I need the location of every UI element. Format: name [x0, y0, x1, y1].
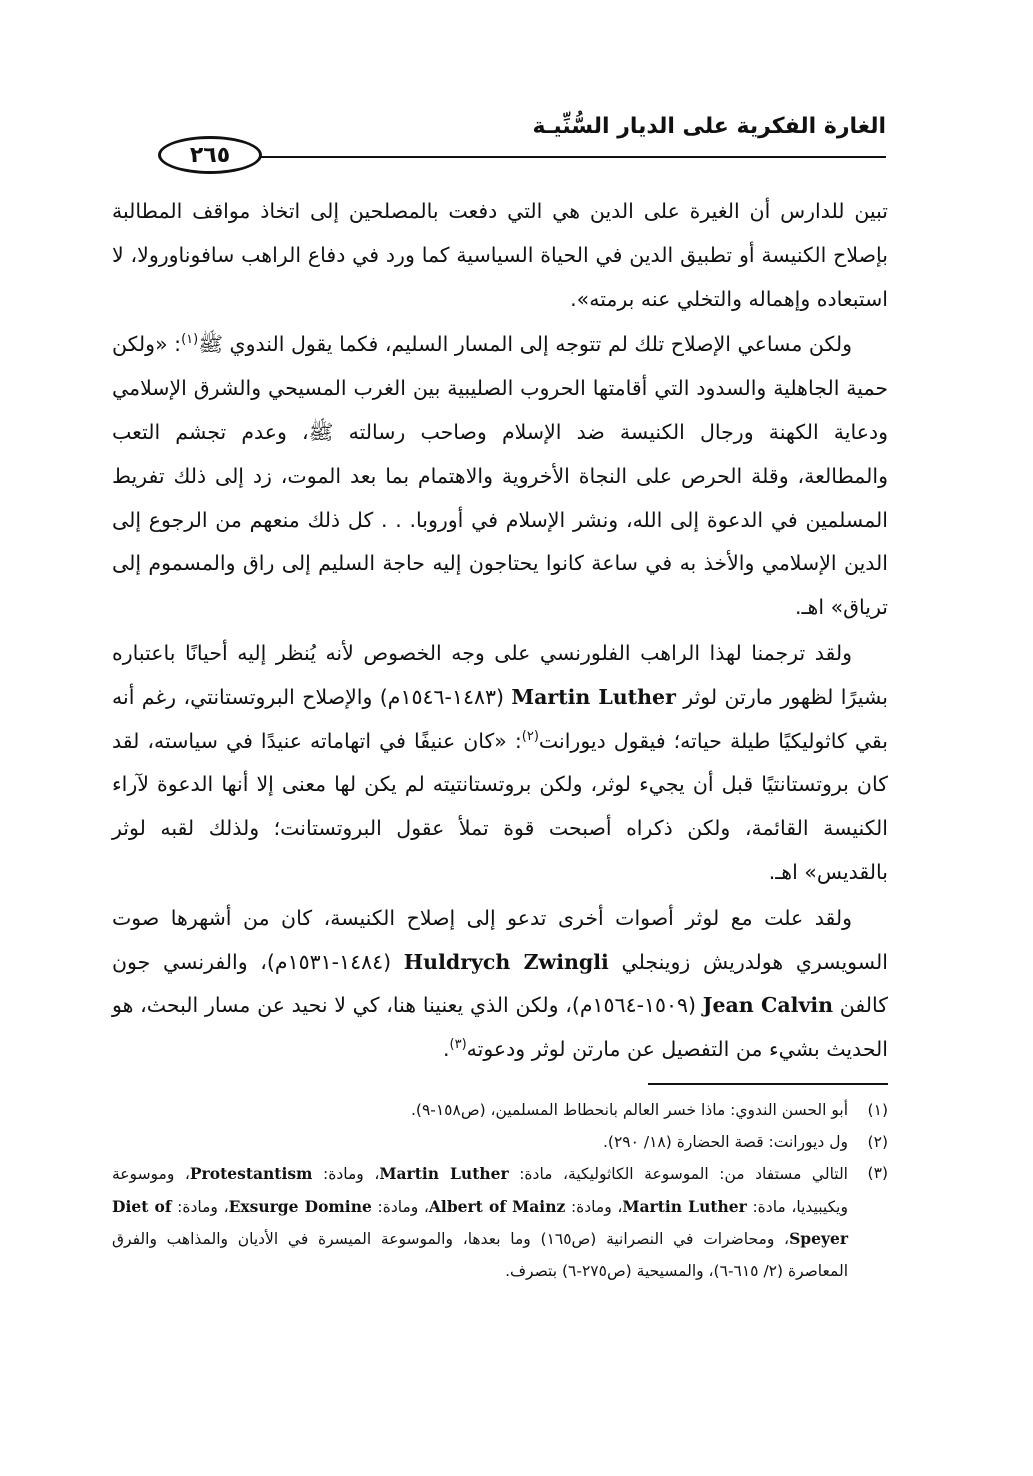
footnote-marker[interactable]: (٣): [449, 1037, 467, 1053]
footnote-marker[interactable]: (١): [181, 332, 199, 348]
footnote-text: ، ومحاضرات في النصرانية (ص١٦٥) وما بعدها، والموسوعة الميسرة في الأديان والمذاهب والفرق المعاصرة (٢/ ٦١٥-٦)، والمسيحية (ص٢٧٥-٦) بتصرف.: [112, 1230, 848, 1280]
paragraph-text: : «ولكن حمية الجاهلية والسدود التي أقامتها الحروب الصليبية بين الغرب المسيحي والشرق الإسلامي ودعاية الكهنة ورجال الكنيسة ضد الإسلام وصاحب رسالته ﷺ، وعدم تجشم التعب والمطالعة، وقلة الحرص على النجاة الأخروية والاهتمام بما بعد الموت، زد إلى ذلك تفريط المسلمين في الدعوة إلى الله، ونشر الإسلام في أوروبا. . . كل ذلك منعهم من الرجوع إلى الدين الإسلامي والأخذ به في ساعة كانوا يحتاجون إليه حاجة السليم إلى راق والمسموم إلى ترياق» اهـ.: [112, 332, 888, 620]
page-header: [110, 104, 886, 184]
paragraph-text: .: [442, 1037, 450, 1062]
paragraph: [112, 190, 888, 321]
paragraph-text: ولكن مساعي الإصلاح تلك لم تتوجه إلى المسار السليم، فكما يقول الندوي ﷺ: [198, 332, 852, 357]
paragraph-text: : «كان عنيفًا في اتهاماته عنيدًا في سياسته، لقد كان بروتستانتيًا قبل أن يجيء لوثر، ولكن بروتستانتيته لم يكن لها معنى إلا أنها الدعوة لآراء الكنيسة القائمة، ولكن ذكراه أصبحت قوة تملأ عقول البروتستانت؛ ولذلك لقبه لوثر بالقديس» اهـ.: [112, 728, 888, 884]
footnote: [112, 1158, 888, 1287]
footnote-marker[interactable]: (٢): [521, 728, 539, 744]
paragraph-text: تبين للدارس أن الغيرة على الدين هي التي دفعت بالمصلحين إلى اتخاذ مواقف المطالبة بإصلاح الكنيسة أو تطبيق الدين في الحياة السياسية كما ورد في دفاع الراهب سافوناورولا، لا استبعاده وإهماله والتخلي عنه برمته».: [112, 199, 888, 311]
footnote-text: التالي مستفاد من: الموسوعة الكاثوليكية، مادة:: [508, 1165, 848, 1183]
footnote-text: ، ومادة:: [565, 1197, 623, 1216]
paragraph-text: ولقد ترجمنا لهذا الراهب الفلورنسي على وجه الخصوص لأنه يُنظر إليه أحيانًا باعتباره بشيرًا لظهور مارتن لوثر: [112, 640, 888, 709]
latin-term: Martin Luther: [379, 1164, 509, 1183]
paragraph: [112, 632, 888, 895]
footnotes: [112, 1095, 888, 1287]
footnote-text: ، ومادة:: [312, 1165, 380, 1183]
latin-term: Albert of Mainz: [428, 1196, 566, 1216]
footnote-text: ، ومادة:: [171, 1197, 229, 1216]
latin-term: Protestantism: [189, 1164, 313, 1183]
page-number: ٢٦٥: [189, 142, 231, 168]
paragraph: [112, 897, 888, 1072]
footnote-number: (٣): [867, 1164, 888, 1182]
latin-name: Martin Luther: [511, 684, 676, 709]
paragraph-text: (١٤٨٣-١٥٤٦م) والإصلاح البروتستانتي، رغم أنه بقي كاثوليكيًا طيلة حياته؛ فيقول ديورانت: [112, 684, 888, 753]
footnote-text: ، وموسوعة ويكيبيديا، مادة:: [112, 1165, 848, 1216]
footnote: [112, 1127, 888, 1159]
footnote-number: (٢): [867, 1132, 888, 1151]
latin-name: Jean Calvin: [702, 993, 834, 1018]
paragraph-text: ولقد علت مع لوثر أصوات أخرى تدعو إلى إصلاح الكنيسة، كان من أشهرها صوت السويسري هولدريش زوينجلي: [112, 905, 888, 974]
latin-name: Huldrych Zwingli: [403, 949, 609, 974]
paragraph-text: (١٤٨٤-١٥٣١م)، والفرنسي جون كالفن: [112, 949, 888, 1018]
latin-term: Martin Luther: [622, 1196, 747, 1216]
page-number-badge: [158, 136, 262, 174]
latin-term: Exsurge Domine: [228, 1196, 372, 1216]
running-title: الغارة الفكرية على الديار السُّنِّيـة: [532, 114, 886, 139]
footnote-separator: [648, 1083, 888, 1085]
footnote-text: أبو الحسن الندوي: ماذا خسر العالم بانحطاط المسلمين، (ص١٥٨-٩).: [410, 1101, 848, 1119]
paragraph-text: (١٥٠٩-١٥٦٤م)، ولكن الذي يعنينا هنا، كي لا نحيد عن مسار البحث، هو الحديث بشيء من التفصيل عن مارتن لوثر ودعوته: [112, 993, 888, 1062]
body-text: [112, 190, 888, 1072]
footnote-text: ول ديورانت: قصة الحضارة (١٨/ ٢٩٠).: [602, 1132, 848, 1151]
footnote-text: ، ومادة:: [371, 1197, 429, 1216]
paragraph: [112, 323, 888, 630]
latin-term: Diet of Speyer: [112, 1196, 849, 1248]
footnote-number: (١): [867, 1101, 888, 1119]
header-rule: [260, 156, 886, 158]
footnote: [112, 1095, 888, 1127]
